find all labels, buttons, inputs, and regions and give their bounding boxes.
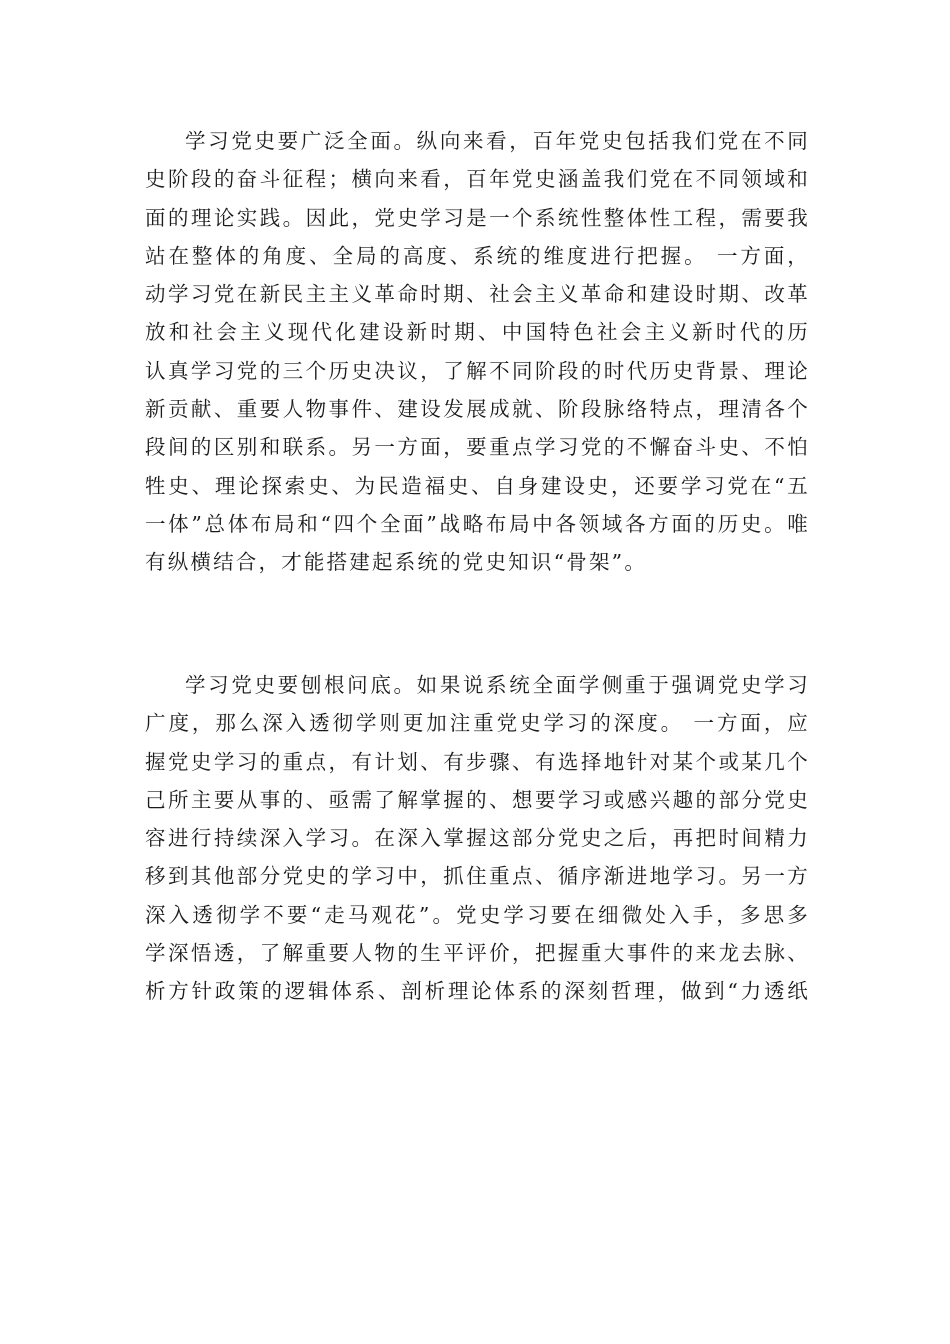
text-line: 新贡献、重要人物事件、建设发展成就、阶段脉络特点，理清各个 [145,397,810,422]
text-line: 史阶段的奋斗征程；横向来看，百年党史涵盖我们党在不同领域和 [145,167,810,192]
text-line: 析方针政策的逻辑体系、剖析理论体系的深刻哲理，做到“力透纸 [145,979,810,1004]
text-line: 移到其他部分党史的学习中，抓住重点、循序渐进地学习。另一方 [145,864,810,889]
text-line: 认真学习党的三个历史决议，了解不同阶段的时代历史背景、理论 [145,358,810,383]
text-line: 牲史、理论探索史、为民造福史、自身建设史，还要学习党在“五 [145,473,810,498]
paragraph-study-comprehensive [145,122,810,582]
text-line: 站在整体的角度、全局的高度、系统的维度进行把握。 一方面， [145,243,810,268]
text-line: 一体”总体布局和“四个全面”战略布局中各领域各方面的历史。唯 [145,511,810,536]
text-line: 己所主要从事的、亟需了解掌握的、想要学习或感兴趣的部分党史 [145,787,810,812]
text-line: 学习党史要广泛全面。纵向来看，百年党史包括我们党在不同 [185,129,810,153]
text-line: 学习党史要刨根问底。如果说系统全面学侧重于强调党史学习 [185,673,810,697]
text-line: 广度，那么深入透彻学则更加注重党史学习的深度。 一方面，应 [145,711,810,736]
text-line: 放和社会主义现代化建设新时期、中国特色社会主义新时代的历 [145,320,810,345]
paragraph-study-in-depth [145,666,810,1011]
text-line: 学深悟透，了解重要人物的生平评价，把握重大事件的来龙去脉、 [145,941,810,966]
text-line: 段间的区别和联系。另一方面，要重点学习党的不懈奋斗史、不怕 [145,435,810,460]
text-line: 容进行持续深入学习。在深入掌握这部分党史之后，再把时间精力 [145,826,810,851]
text-line: 有纵横结合，才能搭建起系统的党史知识“骨架”。 [145,550,648,575]
text-line: 面的理论实践。因此，党史学习是一个系统性整体性工程，需要我 [145,205,810,230]
text-line: 动学习党在新民主主义革命时期、社会主义革命和建设时期、改革 [145,282,810,307]
text-line: 握党史学习的重点，有计划、有步骤、有选择地针对某个或某几个 [145,749,810,774]
text-line: 深入透彻学不要“走马观花”。党史学习要在细微处入手，多思多 [145,902,810,927]
